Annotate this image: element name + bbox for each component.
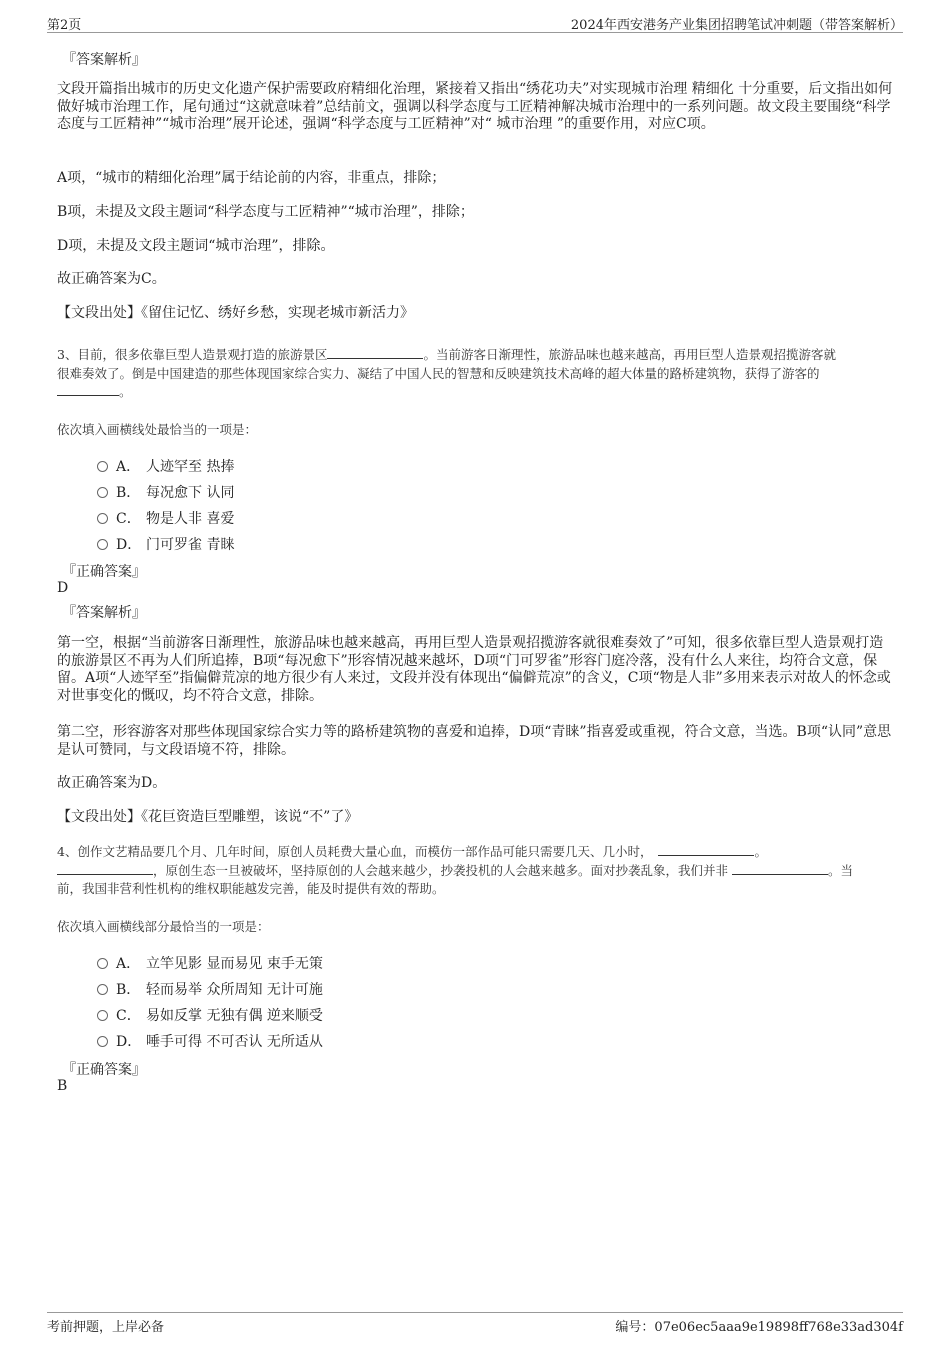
correct-answer: D bbox=[57, 580, 69, 596]
radio-icon[interactable] bbox=[97, 1036, 108, 1047]
fill-blank bbox=[658, 854, 754, 856]
analysis-paragraph: 文段开篇指出城市的历史文化遗产保护需要政府精细化治理，紧接着又指出“绣花功夫”对实现城市治理 精细化 十分重要，后文指出如何做好城市治理工作，尾句通过“这就意味着”总结前文，强调以科学态度与工匠精神解决城市治理中的一系列问题。故文段主要围绕“科学态度与工匠精神”“城市治理”展开论述，强调“科学态度与工匠精神”对“ 城市治理 ”的重要作用，对应C项。 bbox=[57, 81, 893, 132]
option-c[interactable]: C． 易如反掌 无独有偶 逆来顺受 bbox=[97, 1005, 323, 1025]
question-instruction: 依次填入画横线处最恰当的一项是： bbox=[57, 422, 258, 437]
answer-conclusion: 故正确答案为C。 bbox=[57, 271, 166, 287]
fill-blank bbox=[732, 873, 828, 875]
correct-answer: B bbox=[57, 1078, 68, 1094]
radio-icon[interactable] bbox=[97, 958, 108, 969]
radio-icon[interactable] bbox=[97, 984, 108, 995]
analysis-label: 『答案解析』 bbox=[62, 52, 146, 68]
passage-source: 【文段出处】《留住记忆、绣好乡愁，实现老城市新活力》 bbox=[57, 305, 414, 321]
option-a[interactable]: A． 立竿见影 显而易见 束手无策 bbox=[97, 953, 323, 973]
analysis-paragraph: D项，未提及文段主题词“城市治理”，排除。 bbox=[57, 238, 335, 254]
correct-answer-label: 『正确答案』 bbox=[62, 564, 146, 580]
option-b[interactable]: B． 每况愈下 认同 bbox=[97, 482, 234, 502]
document-title: 2024年西安港务产业集团招聘笔试冲刺题（带答案解析） bbox=[570, 18, 903, 33]
option-d[interactable]: D． 门可罗雀 青睐 bbox=[97, 534, 234, 554]
passage-source: 【文段出处】《花巨资造巨型雕塑，该说“不”了》 bbox=[57, 809, 359, 825]
radio-icon[interactable] bbox=[97, 513, 108, 524]
analysis-paragraph: A项，“城市的精细化治理”属于结论前的内容，非重点，排除； bbox=[57, 170, 446, 186]
document-id: 编号：07e06ec5aaa9e19898ff768e33ad304f bbox=[615, 1320, 903, 1335]
fill-blank bbox=[57, 873, 153, 875]
analysis-label: 『答案解析』 bbox=[62, 605, 146, 621]
radio-icon[interactable] bbox=[97, 461, 108, 472]
question-stem: 4、创作文艺精品要几个月、几年时间，原创人员耗费大量心血，而模仿一部作品可能只需要几天、几小时， 。 ，原创生态一旦被破坏，坚持原创的人会越来越少，抄袭投机的人会越来越多。面对抄袭乱象，我们并非 。当 前，我国非营利性机构的维权职能越发完善，能及时提供有效的帮助。 bbox=[57, 844, 854, 896]
answer-conclusion: 故正确答案为D。 bbox=[57, 775, 167, 791]
fill-blank bbox=[57, 394, 119, 396]
page-number: 第2页 bbox=[47, 18, 82, 33]
option-d[interactable]: D． 唾手可得 不可否认 无所适从 bbox=[97, 1031, 323, 1051]
fill-blank bbox=[327, 357, 423, 359]
question-instruction: 依次填入画横线部分最恰当的一项是： bbox=[57, 919, 270, 934]
analysis-paragraph: 第二空，形容游客对那些体现国家综合实力等的路桥建筑物的喜爱和追捧，D项“青睐”指喜爱或重视，符合文意，当选。B项“认同”意思是认可赞同，与文段语境不符，排除。 bbox=[57, 724, 892, 758]
radio-icon[interactable] bbox=[97, 539, 108, 550]
question-stem: 3、目前，很多依靠巨型人造景观打造的旅游景区 。当前游客日渐理性，旅游品味也越来越高，再用巨型人造景观招揽游客就 很难奏效了。倒是中国建造的那些体现国家综合实力、凝结了中国人民的智慧和反映建筑技术高峰的超大体量的路桥建筑物，获得了游客的 。 bbox=[57, 347, 836, 399]
radio-icon[interactable] bbox=[97, 487, 108, 498]
correct-answer-label: 『正确答案』 bbox=[62, 1062, 146, 1078]
page-header bbox=[47, 14, 903, 33]
analysis-paragraph: B项，未提及文段主题词“科学态度与工匠精神”“城市治理”，排除； bbox=[57, 204, 474, 220]
option-b[interactable]: B． 轻而易举 众所周知 无计可施 bbox=[97, 979, 323, 999]
footer-slogan: 考前押题，上岸必备 bbox=[47, 1320, 165, 1335]
radio-icon[interactable] bbox=[97, 1010, 108, 1021]
option-c[interactable]: C． 物是人非 喜爱 bbox=[97, 508, 234, 528]
option-a[interactable]: A． 人迹罕至 热捧 bbox=[97, 456, 234, 476]
page-footer bbox=[47, 1312, 903, 1334]
analysis-paragraph: 第一空，根据“当前游客日渐理性，旅游品味也越来越高，再用巨型人造景观招揽游客就很难奏效了”可知，很多依靠巨型人造景观打造的旅游景区不再为人们所追捧，B项“每况愈下”形容情况越来越坏，D项“门可罗雀”形容门庭冷落，没有什么人来往，均符合文意，保留。A项“人迹罕至”指偏僻荒凉的地方很少有人来过，文段并没有体现出“偏僻荒凉”的含义，C项“物是人非”多用来表示对故人的怀念或对世事变化的慨叹，均不符合文意，排除。 bbox=[57, 635, 891, 704]
